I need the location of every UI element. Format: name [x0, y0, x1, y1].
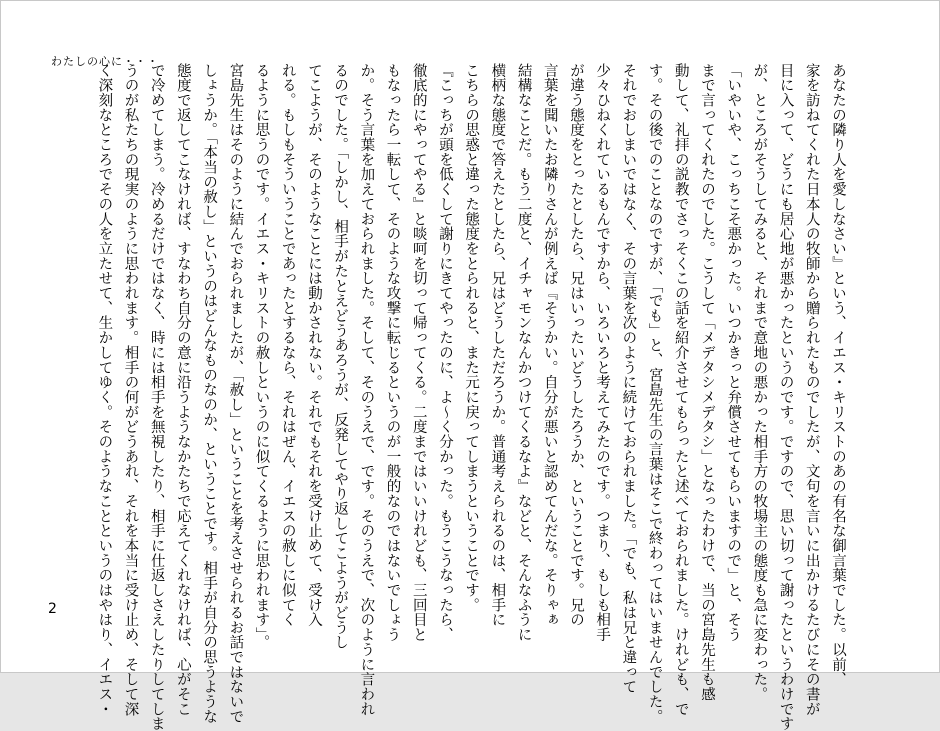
- text-column: 目に入って、どうにも居心地が悪かったというのです。ですので、思い切って謝ったというわけです: [777, 63, 794, 731]
- text-column: 結構なことだ。もう二度と、イチャモンなんかつけてくるなよ』などと、そんなふうに: [515, 63, 532, 643]
- text-column: 動して、礼拝の説教でさっそくこの話を紹介させてもらったと述べておられました。けれども、で: [672, 63, 689, 717]
- text-column: 「いやいや、こっちこそ悪かった。いつかきっと弁償させてもらいますので」と、そう: [725, 63, 742, 643]
- text-column: か。そう言葉を加えておられました。そして、そのうえで、です。そのうえで、次のように言われ: [358, 63, 375, 717]
- running-head: わたしの心に・・・: [51, 55, 159, 68]
- text-column: で冷めてしまう。冷めるだけではなく、時には相手を無視したり、相手に仕返しさえしたりしてしま: [148, 63, 165, 731]
- text-column: うのが私たちの現実のように思われます。相手の何がどうあれ、それを本当に受け止め、そして深: [122, 63, 139, 717]
- text-column: 態度で返してこなければ、すなわち自分の意に沿うようなかたちで応えてくれなければ、心がそこ: [174, 63, 191, 717]
- text-column: もなったら一転して、そのような攻撃に転じるというのが一般的なのではないでしょう: [384, 63, 401, 643]
- text-column: 横柄な態度で答えたとしたら、兄はどうしただろうか。普通考えられるのは、相手に: [489, 63, 506, 628]
- text-column: 家を訪ねてくれた日本人の牧師から贈られたものでしたが、文句を言いに出かけるたびにその書が: [803, 63, 820, 717]
- text-column: 『こっちが頭を低くして謝りにきてやったのに、よ～く分かった。もうこうなったら、: [436, 63, 453, 643]
- vertical-body-text: [96, 63, 851, 731]
- text-column: 宮島先生はそのように結んでおられましたが、「赦し」ということを考えさせられるお話ではないで: [227, 63, 244, 724]
- text-column: こちらの思惑と違った態度をとられると、また元に戻ってしまうということです。: [463, 63, 480, 613]
- text-column: しょうか。「本当の赦し」というのはどんなものなのか、ということです。相手が自分の思うような: [201, 63, 218, 724]
- text-column: 徹底的にやってやる』と啖呵を切って帰ってくる。二度まではいいけれども、三回目と: [410, 63, 427, 643]
- text-column: てこようが、そのようなことには動かされない。それでもそれを受け止めて、受け入: [305, 63, 322, 628]
- text-column: それでおしまいではなく、その言葉を次のように続けておられました。「でも、私は兄と違って: [620, 63, 637, 695]
- text-column: れる。もしもそういうことであったとするなら、それはぜん、イエスの赦しに似てく: [279, 63, 296, 628]
- text-column: るのでした。「しかし、相手がたとえどうあろうが、反発してやり返してこようがどうし: [332, 63, 349, 650]
- text-column: あなたの隣り人を愛しなさい』という、イエス・キリストのあの有名な御言葉でした。以前、: [830, 63, 846, 687]
- text-column: が違う態度をとったとしたら、兄はいったいどうしたろうか、ということです。兄の: [567, 63, 584, 628]
- text-column: るように思うのです。イエス・キリストの赦しというのに似てくるように思われます」。: [253, 63, 270, 650]
- text-column: まで言ってくれたのでした。こうして「メデタシメデタシ」となったわけで、当の宮島先生も感: [698, 63, 715, 702]
- page-number: 2: [48, 601, 57, 617]
- text-column: 少々ひねくれているもんですから、いろいろと考えてみたのです。つまり、もしも相手: [594, 63, 611, 643]
- text-column: 言葉を聞いたお隣りさんが例えば『そうかい。自分が悪いと認めてんだな。そりゃぁ: [541, 63, 558, 628]
- text-column: が、ところがそうしてみると、それまで意地の悪かった相手方の牧場主の態度も急に変わった。: [751, 63, 768, 702]
- text-column: す。その後でのことなのですが、「でも」と、宮島先生の言葉はそこで終わってはいませんでした。: [646, 63, 663, 724]
- text-column: く深刻なところでその人を立たせて、生かしてゆく。そのようなことというのはやはり、イエス・: [96, 63, 113, 717]
